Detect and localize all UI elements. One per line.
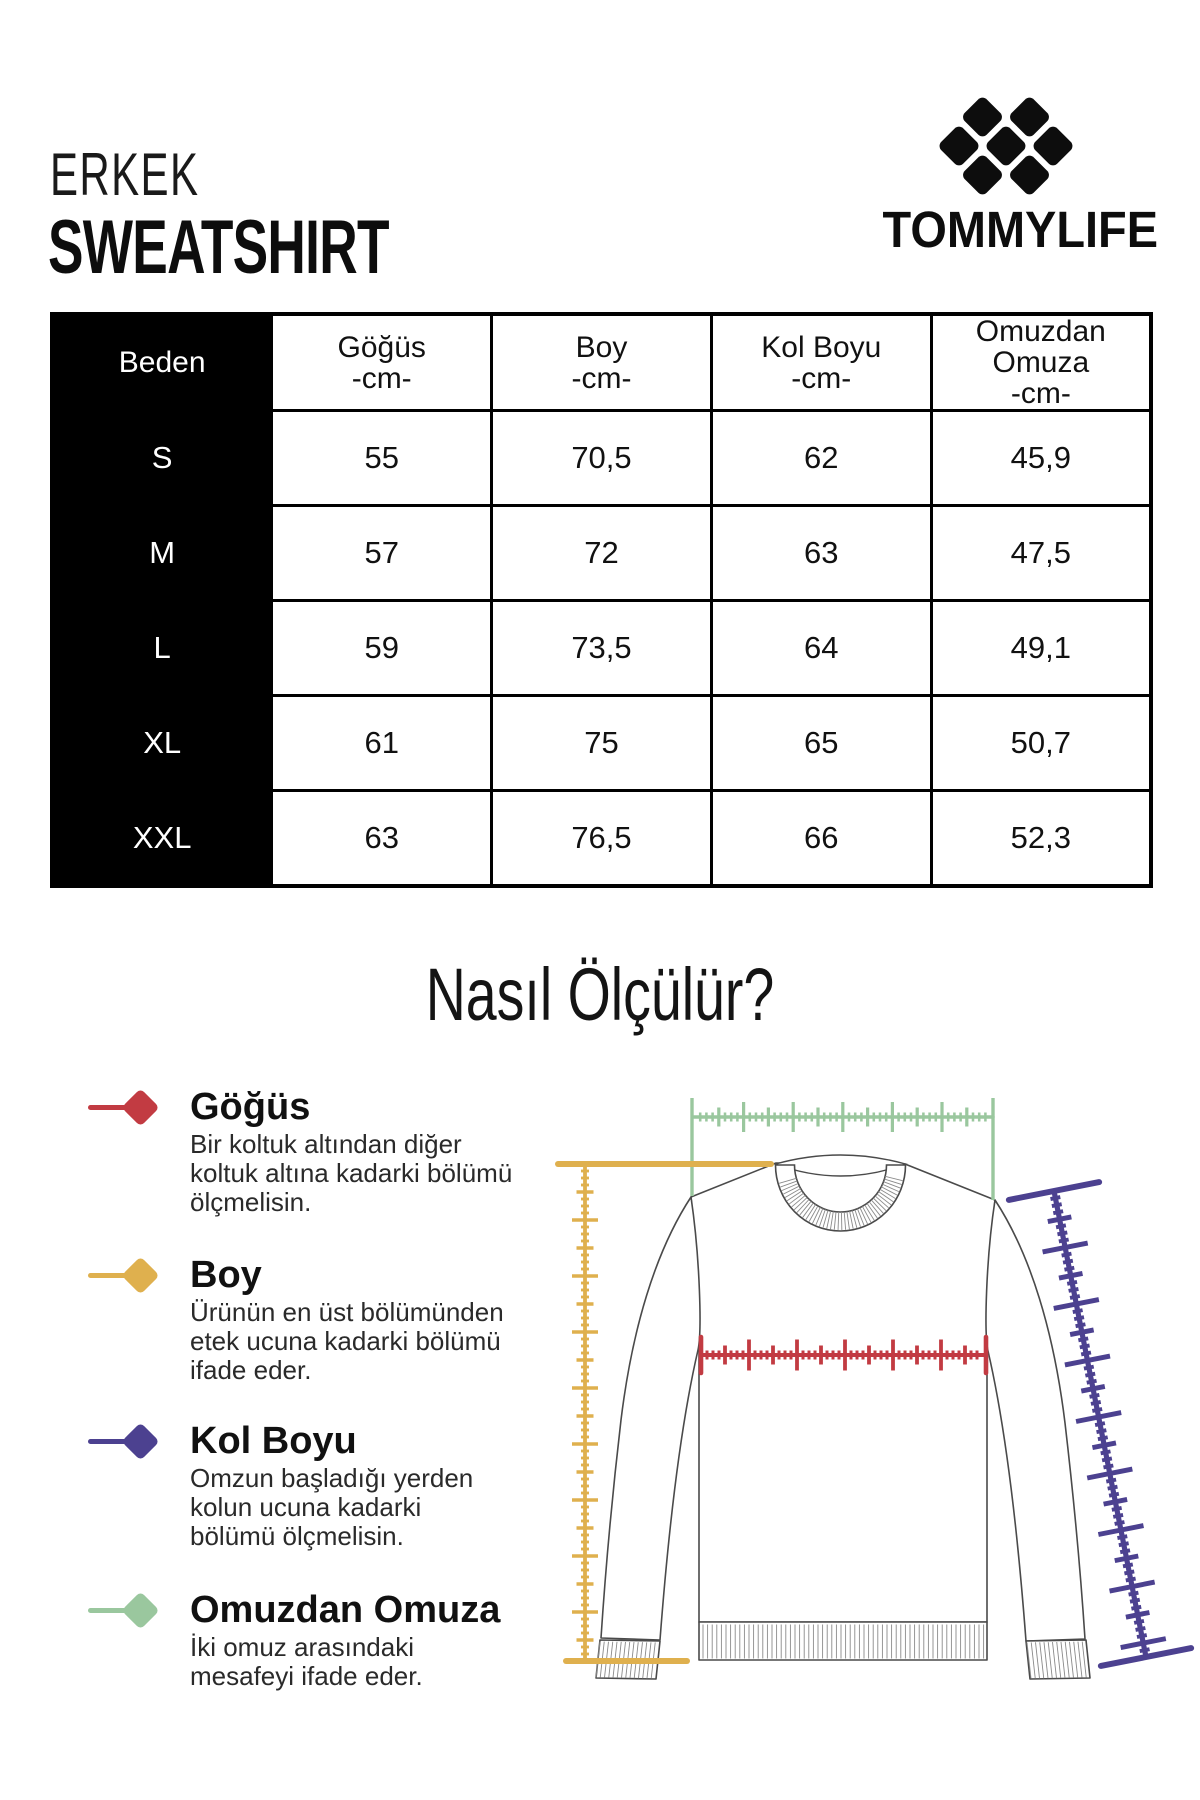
table-row xyxy=(52,506,1151,601)
measurement-value: 62 xyxy=(711,411,931,506)
size-label: M xyxy=(52,506,272,601)
measurement-value: 49,1 xyxy=(931,601,1151,696)
measurement-value: 76,5 xyxy=(492,791,712,886)
measurement-value: 50,7 xyxy=(931,696,1151,791)
measurement-value: 55 xyxy=(272,411,492,506)
how-to-measure-title: Nasıl Ölçülür? xyxy=(425,953,775,1036)
diamond-icon xyxy=(121,1088,159,1126)
brand-name: TOMMYLIFE xyxy=(882,201,1158,258)
size-table xyxy=(50,312,1153,888)
measurement-value: 65 xyxy=(711,696,931,791)
measurement-value: 75 xyxy=(492,696,712,791)
sweatshirt-torso xyxy=(691,1163,995,1622)
diamond-icon xyxy=(121,1422,159,1460)
measurement-value: 61 xyxy=(272,696,492,791)
measurement-value: 64 xyxy=(711,601,931,696)
table-row xyxy=(52,411,1151,506)
legend-label: Omuzdan Omuza xyxy=(190,1589,501,1631)
measurement-value: 63 xyxy=(272,791,492,886)
sweatshirt-measure-diagram xyxy=(540,1020,1200,1760)
sweatshirt-left-sleeve xyxy=(601,1197,700,1640)
measurement-value: 73,5 xyxy=(492,601,712,696)
legend-description: İki omuz arasındaki mesafeyi ifade eder. xyxy=(190,1632,423,1691)
legend-item-omuzdan-omuza xyxy=(88,1589,548,1691)
table-row xyxy=(52,696,1151,791)
legend-description: Ürünün en üst bölümünden etek ucuna kadarki bölümü ifade eder. xyxy=(190,1297,504,1385)
table-row xyxy=(52,601,1151,696)
legend-label: Boy xyxy=(190,1254,262,1296)
legend-label: Göğüs xyxy=(190,1086,311,1128)
category-title: ERKEK xyxy=(50,141,200,208)
column-header-boy: Boy -cm- xyxy=(492,314,712,411)
measurement-value: 70,5 xyxy=(492,411,712,506)
measurement-value: 72 xyxy=(492,506,712,601)
measurement-value: 47,5 xyxy=(931,506,1151,601)
legend-item-boy xyxy=(88,1254,548,1385)
column-header-gogus: Göğüs -cm- xyxy=(272,314,492,411)
column-header-kol-boyu: Kol Boyu -cm- xyxy=(711,314,931,411)
measurement-value: 59 xyxy=(272,601,492,696)
sweatshirt-hem-band xyxy=(699,1622,987,1660)
measurement-value: 45,9 xyxy=(931,411,1151,506)
measurement-value: 52,3 xyxy=(931,791,1151,886)
size-label: S xyxy=(52,411,272,506)
legend-item-gogus xyxy=(88,1086,548,1217)
column-header-beden: Beden xyxy=(52,314,272,411)
size-label: L xyxy=(52,601,272,696)
legend-item-kol-boyu xyxy=(88,1420,548,1551)
legend-label: Kol Boyu xyxy=(190,1420,357,1462)
measurement-value: 57 xyxy=(272,506,492,601)
product-title: SWEATSHIRT xyxy=(48,205,389,290)
diamond-icon xyxy=(121,1591,159,1629)
table-header-row xyxy=(52,314,1151,411)
measurement-value: 63 xyxy=(711,506,931,601)
legend-description: Bir koltuk altından diğer koltuk altına kadarki bölümü ölçmelisin. xyxy=(190,1129,513,1217)
measurement-value: 66 xyxy=(711,791,931,886)
tommylife-logo-icon xyxy=(930,95,1090,195)
size-label: XL xyxy=(52,696,272,791)
diamond-icon xyxy=(121,1256,159,1294)
legend-description: Omzun başladığı yerden kolun ucuna kadarki bölümü ölçmelisin. xyxy=(190,1463,474,1551)
size-label: XXL xyxy=(52,791,272,886)
table-row xyxy=(52,791,1151,886)
column-header-omuzdan-omuza: Omuzdan Omuza -cm- xyxy=(931,314,1151,411)
